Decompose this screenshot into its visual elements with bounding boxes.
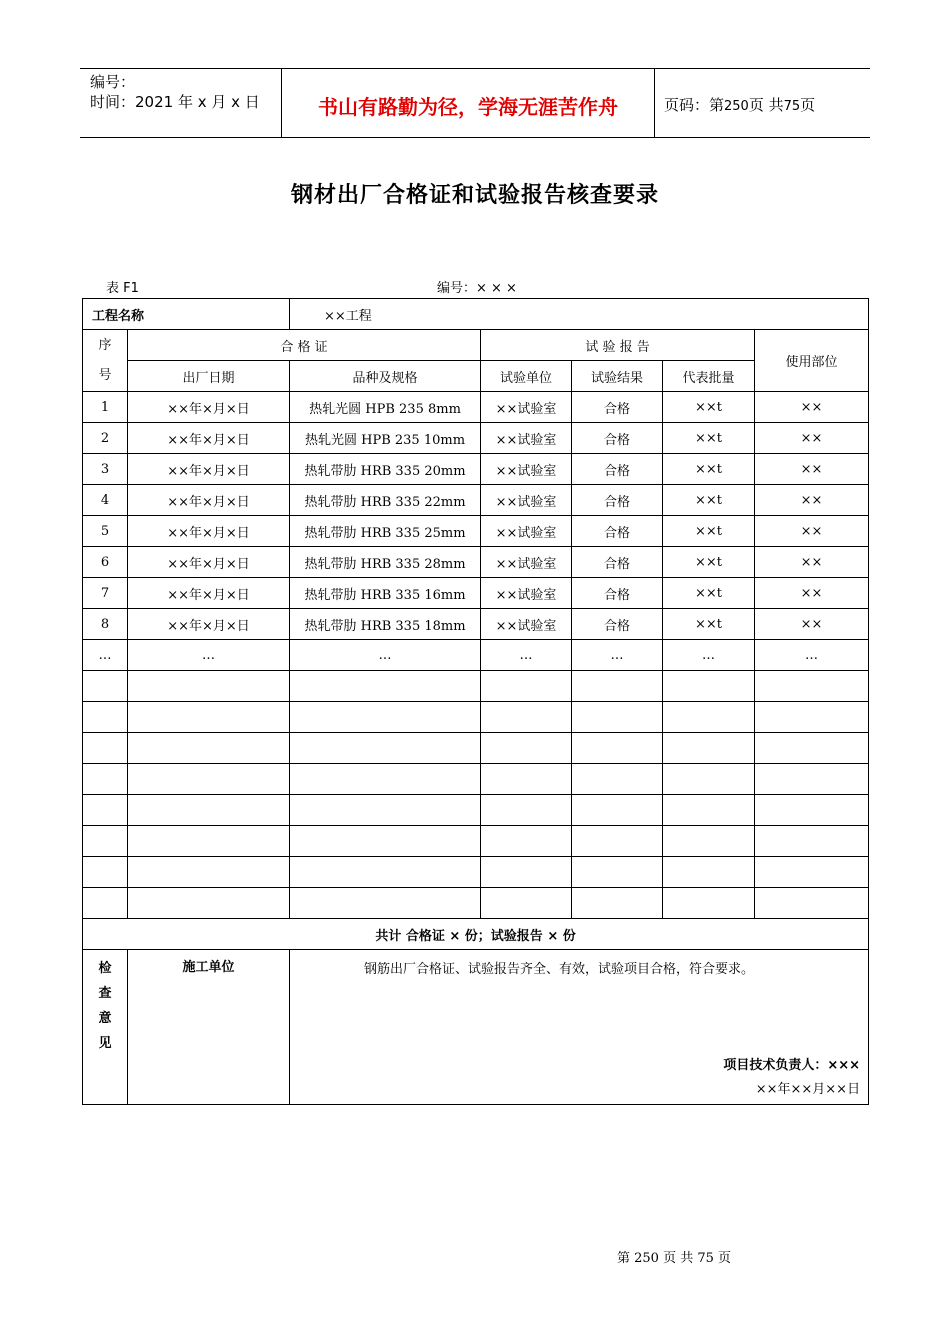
form-number: 表 F1 <box>106 281 139 296</box>
check-label-char: 检 <box>98 961 112 976</box>
cell-seq: 7 <box>83 578 128 609</box>
cell-lab: ××试验室 <box>481 578 572 609</box>
empty-cell <box>663 702 755 733</box>
empty-cell <box>481 795 572 826</box>
cell-usage: … <box>755 640 869 671</box>
construction-unit: 施工单位 <box>128 950 290 1105</box>
empty-cell <box>128 764 290 795</box>
cell-lab: ××试验室 <box>481 392 572 423</box>
empty-cell <box>290 795 481 826</box>
cell-spec: 热轧带肋 HRB 335 25mm <box>290 516 481 547</box>
cell-spec: 热轧带肋 HRB 335 22mm <box>290 485 481 516</box>
empty-cell <box>128 671 290 702</box>
empty-cell <box>128 826 290 857</box>
empty-cell <box>290 733 481 764</box>
empty-cell <box>83 764 128 795</box>
cell-spec: 热轧带肋 HRB 335 18mm <box>290 609 481 640</box>
table-row <box>83 485 869 516</box>
cell-result: 合格 <box>572 609 663 640</box>
cell-seq: 3 <box>83 454 128 485</box>
cell-seq: 2 <box>83 423 128 454</box>
empty-cell <box>755 764 869 795</box>
cell-lab: ××试验室 <box>481 485 572 516</box>
cell-seq: 1 <box>83 392 128 423</box>
header-divider <box>654 69 655 137</box>
cell-date: ××年×月×日 <box>128 547 290 578</box>
total-row <box>83 919 869 950</box>
cell-date: ××年×月×日 <box>128 454 290 485</box>
header-page-total: 75 <box>783 99 801 114</box>
page-title: 钢材出厂合格证和试验报告核查要录 <box>290 183 659 208</box>
cell-lab: ××试验室 <box>481 609 572 640</box>
cell-batch: ××t <box>663 578 755 609</box>
cell-lab: … <box>481 640 572 671</box>
cell-lab: ××试验室 <box>481 454 572 485</box>
table-row <box>83 392 869 423</box>
empty-cell <box>83 888 128 919</box>
batch-header: 代表批量 <box>663 361 755 392</box>
empty-cell <box>663 857 755 888</box>
empty-cell <box>663 733 755 764</box>
cell-result: 合格 <box>572 578 663 609</box>
cell-spec: … <box>290 640 481 671</box>
empty-cell <box>128 795 290 826</box>
header-page-mid: 页 共 <box>748 96 784 114</box>
empty-cell <box>290 888 481 919</box>
empty-cell <box>755 671 869 702</box>
cell-batch: ××t <box>663 516 755 547</box>
empty-cell <box>572 733 663 764</box>
cell-date: ××年×月×日 <box>128 423 290 454</box>
empty-cell <box>128 702 290 733</box>
cell-date: ××年×月×日 <box>128 516 290 547</box>
cell-spec: 热轧带肋 HRB 335 16mm <box>290 578 481 609</box>
empty-cell <box>290 826 481 857</box>
table-row <box>83 640 869 671</box>
empty-cell <box>481 733 572 764</box>
cell-usage: ×× <box>755 454 869 485</box>
header-row-1 <box>83 330 869 361</box>
empty-cell <box>572 764 663 795</box>
cell-date: … <box>128 640 290 671</box>
empty-row <box>83 888 869 919</box>
usage-header: 使用部位 <box>755 330 869 392</box>
lab-header: 试验单位 <box>481 361 572 392</box>
cell-date: ××年×月×日 <box>128 578 290 609</box>
check-row <box>83 950 869 1105</box>
page-header <box>80 68 870 138</box>
date-header: 出厂日期 <box>128 361 290 392</box>
header-row-2 <box>83 361 869 392</box>
cell-usage: ×× <box>755 547 869 578</box>
cell-seq: 8 <box>83 609 128 640</box>
cell-spec: 热轧带肋 HRB 335 20mm <box>290 454 481 485</box>
cell-result: 合格 <box>572 392 663 423</box>
check-label-char: 查 <box>98 986 112 1001</box>
empty-cell <box>128 857 290 888</box>
table-row <box>83 454 869 485</box>
project-value: ××工程 <box>290 299 869 330</box>
header-left <box>90 72 260 112</box>
cell-result: 合格 <box>572 454 663 485</box>
report-header: 试 验 报 告 <box>481 330 755 361</box>
empty-cell <box>83 857 128 888</box>
check-label-char: 意 <box>98 1011 112 1026</box>
empty-cell <box>572 888 663 919</box>
header-page-info <box>664 94 815 115</box>
empty-cell <box>83 671 128 702</box>
empty-cell <box>481 764 572 795</box>
inspection-table <box>82 298 869 1105</box>
empty-cell <box>83 826 128 857</box>
spec-header: 品种及规格 <box>290 361 481 392</box>
cell-batch: ××t <box>663 485 755 516</box>
empty-cell <box>663 795 755 826</box>
cell-usage: ×× <box>755 578 869 609</box>
check-label-char: 见 <box>98 1036 112 1051</box>
empty-cell <box>572 795 663 826</box>
cell-batch: ××t <box>663 547 755 578</box>
cell-seq: … <box>83 640 128 671</box>
empty-cell <box>290 671 481 702</box>
header-page-number: 250 <box>724 99 749 114</box>
result-header: 试验结果 <box>572 361 663 392</box>
cell-result: 合格 <box>572 516 663 547</box>
seq-header-char: 号 <box>98 367 112 383</box>
seq-header-char: 序 <box>98 337 112 353</box>
cell-usage: ×× <box>755 423 869 454</box>
cell-lab: ××试验室 <box>481 516 572 547</box>
empty-cell <box>481 888 572 919</box>
empty-cell <box>755 826 869 857</box>
cell-result: … <box>572 640 663 671</box>
total-text: 共计 合格证 × 份；试验报告 × 份 <box>83 919 869 950</box>
empty-cell <box>663 671 755 702</box>
empty-cell <box>128 888 290 919</box>
cell-usage: ×× <box>755 392 869 423</box>
sign-date: ××年××月××日 <box>755 1082 861 1097</box>
cell-batch: ××t <box>663 423 755 454</box>
empty-row <box>83 702 869 733</box>
empty-cell <box>572 857 663 888</box>
cell-usage: ×× <box>755 516 869 547</box>
empty-cell <box>83 733 128 764</box>
cell-seq: 4 <box>83 485 128 516</box>
cell-batch: ××t <box>663 609 755 640</box>
cell-date: ××年×月×日 <box>128 609 290 640</box>
signer-text: 项目技术负责人：××× <box>723 1058 861 1073</box>
empty-row <box>83 671 869 702</box>
empty-cell <box>755 888 869 919</box>
cell-result: 合格 <box>572 485 663 516</box>
cell-spec: 热轧光圆 HPB 235 8mm <box>290 392 481 423</box>
empty-row <box>83 826 869 857</box>
empty-row <box>83 795 869 826</box>
cell-spec: 热轧光圆 HPB 235 10mm <box>290 423 481 454</box>
project-row <box>83 299 869 330</box>
cell-spec: 热轧带肋 HRB 335 28mm <box>290 547 481 578</box>
empty-cell <box>481 671 572 702</box>
cell-seq: 6 <box>83 547 128 578</box>
table-row <box>83 516 869 547</box>
empty-cell <box>83 702 128 733</box>
empty-cell <box>128 733 290 764</box>
cert-header: 合 格 证 <box>128 330 481 361</box>
empty-cell <box>572 826 663 857</box>
header-motto: 书山有路勤为径，学海无涯苦作舟 <box>318 95 618 119</box>
cell-date: ××年×月×日 <box>128 392 290 423</box>
empty-cell <box>572 671 663 702</box>
header-time: 时间：2021 年 x 月 x 日 <box>90 93 260 111</box>
empty-cell <box>83 795 128 826</box>
cell-usage: ×× <box>755 609 869 640</box>
cell-lab: ××试验室 <box>481 423 572 454</box>
empty-cell <box>755 857 869 888</box>
empty-cell <box>755 795 869 826</box>
cell-result: 合格 <box>572 547 663 578</box>
header-page-prefix: 页码：第 <box>664 96 725 114</box>
check-opinion <box>290 950 869 1105</box>
empty-row <box>83 733 869 764</box>
empty-cell <box>290 702 481 733</box>
empty-cell <box>755 702 869 733</box>
empty-row <box>83 764 869 795</box>
table-row <box>83 547 869 578</box>
table-row <box>83 609 869 640</box>
project-label: 工程名称 <box>83 299 290 330</box>
cell-date: ××年×月×日 <box>128 485 290 516</box>
table-row <box>83 423 869 454</box>
empty-cell <box>481 857 572 888</box>
empty-cell <box>481 702 572 733</box>
page-footer: 第 250 页 共 75 页 <box>617 1251 732 1266</box>
empty-cell <box>481 826 572 857</box>
empty-row <box>83 857 869 888</box>
table-row <box>83 578 869 609</box>
empty-cell <box>290 764 481 795</box>
cell-seq: 5 <box>83 516 128 547</box>
empty-cell <box>755 733 869 764</box>
empty-cell <box>290 857 481 888</box>
cell-batch: … <box>663 640 755 671</box>
form-code: 编号：× × × <box>437 281 517 296</box>
empty-cell <box>663 888 755 919</box>
empty-cell <box>663 826 755 857</box>
opinion-text: 钢筋出厂合格证、试验报告齐全、有效，试验项目合格，符合要求。 <box>364 962 755 977</box>
cell-result: 合格 <box>572 423 663 454</box>
header-page-suffix: 页 <box>800 96 816 114</box>
cell-lab: ××试验室 <box>481 547 572 578</box>
seq-header <box>83 330 128 392</box>
cell-batch: ××t <box>663 392 755 423</box>
header-code-label: 编号： <box>90 73 136 91</box>
empty-cell <box>572 702 663 733</box>
cell-batch: ××t <box>663 454 755 485</box>
empty-cell <box>663 764 755 795</box>
cell-usage: ×× <box>755 485 869 516</box>
check-label <box>83 950 128 1105</box>
